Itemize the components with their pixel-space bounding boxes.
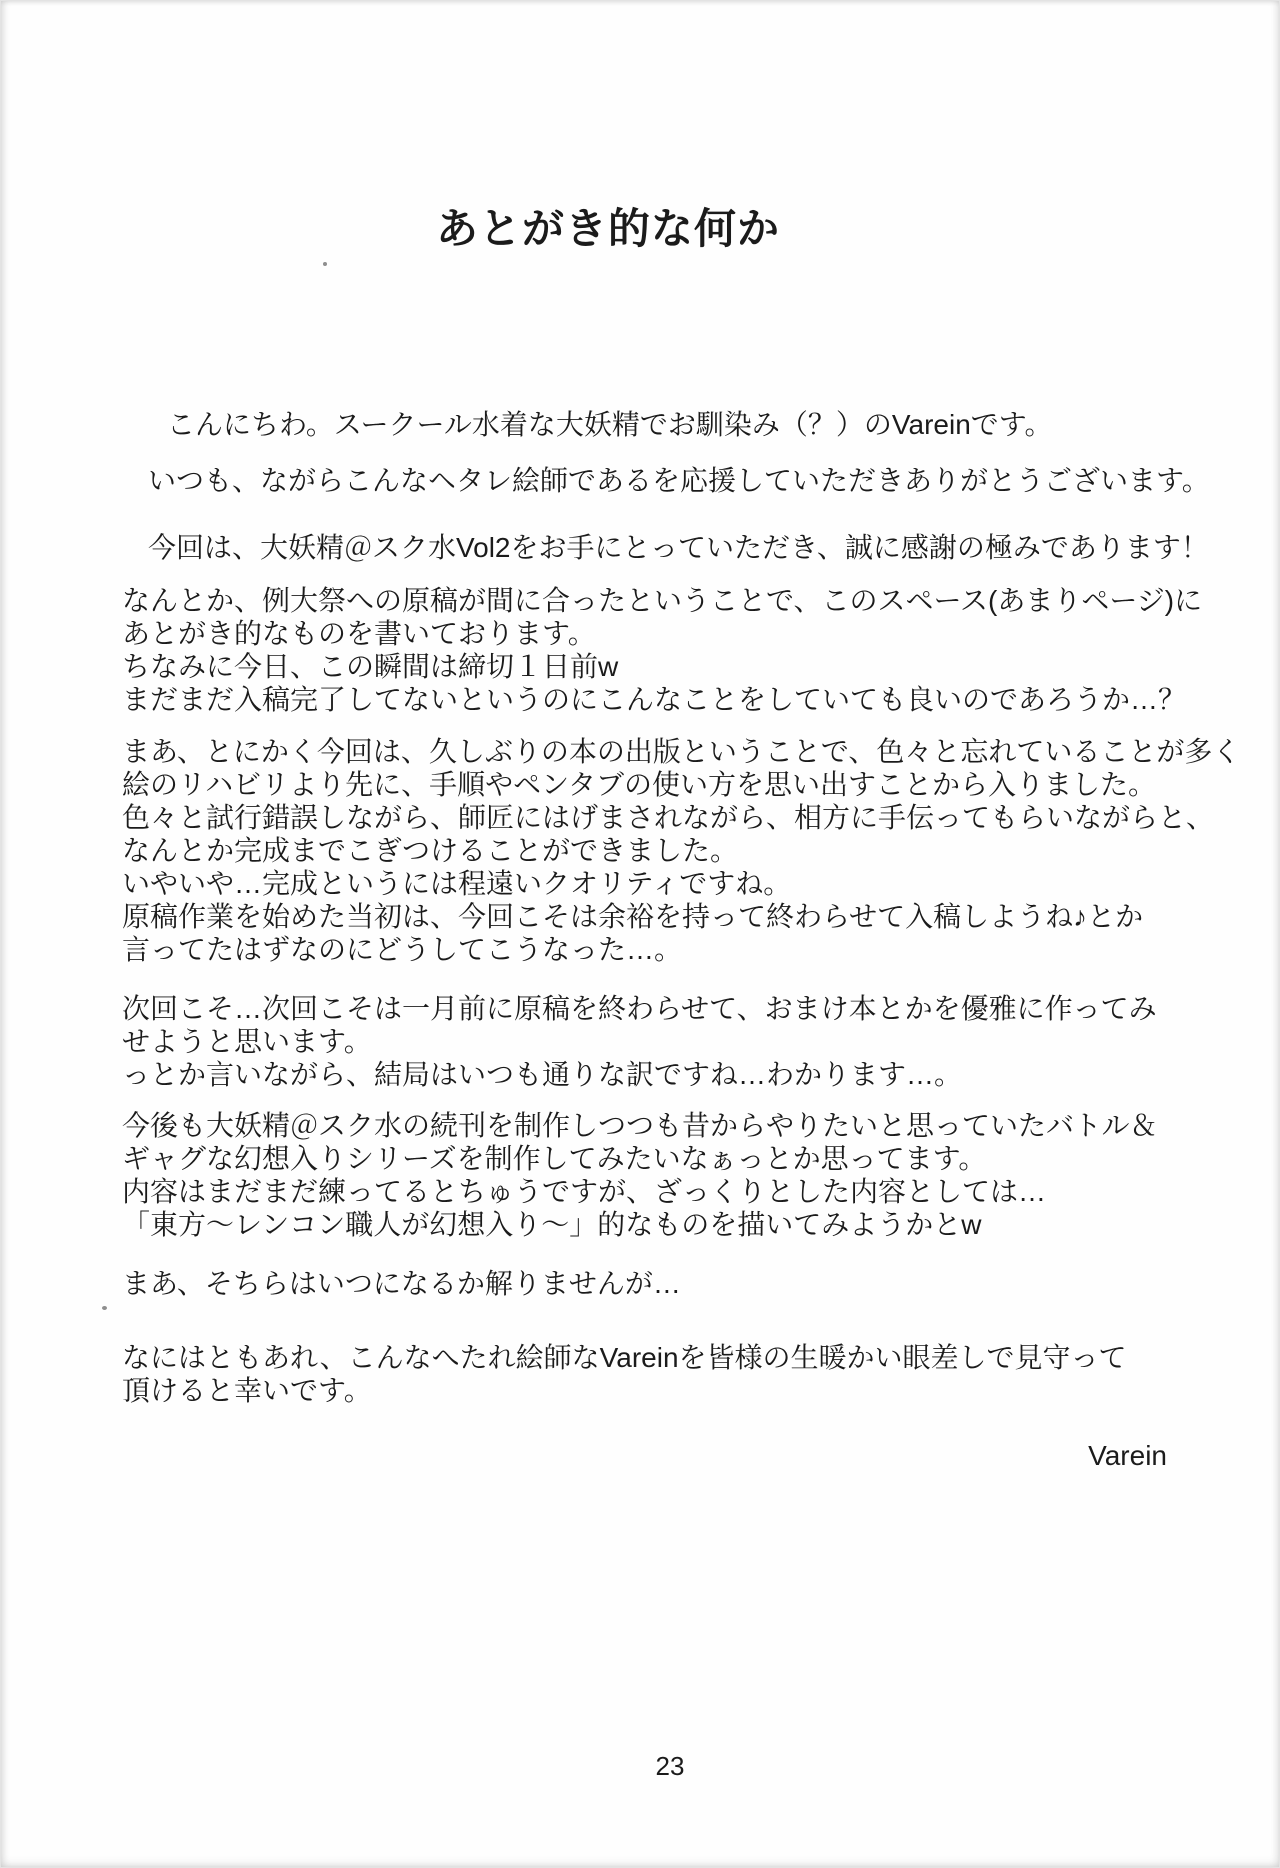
text-line: まあ、とにかく今回は、久しぶりの本の出版ということで、色々と忘れていることが多く: [122, 736, 1241, 767]
text-line: まあ、そちらはいつになるか解りませんが…: [122, 1268, 681, 1299]
paragraph: [122, 1341, 1222, 1407]
paragraph: [122, 584, 1222, 716]
paragraph: [122, 992, 1222, 1091]
paragraph: [122, 531, 1222, 564]
text-line: あとがき的なものを書いております。: [122, 618, 596, 649]
paragraph: [122, 464, 1222, 497]
text-line: ちなみに今日、この瞬間は締切１日前w: [122, 651, 619, 682]
text-line: 言ってたはずなのにどうしてこうなった…。: [122, 934, 683, 965]
scan-speck: [323, 262, 327, 266]
text-line: 絵のリハビリより先に、手順やペンタブの使い方を思い出すことから入りました。: [122, 769, 1157, 800]
afterword-body: [122, 408, 1241, 1472]
text-line: 今後も大妖精＠スク水の続刊を制作しつつも昔からやりたいと思っていたバトル＆: [122, 1110, 1158, 1141]
text-line: 今回は、大妖精＠スク水Vol2をお手にとっていただき、誠に感謝の極みであります！: [148, 532, 1209, 563]
text-line: こんにちわ。スークール水着な大妖精でお馴染み（？）のVareinです。: [167, 409, 1053, 440]
text-line: なにはともあれ、こんなへたれ絵師なVareinを皆様の生暖かい眼差しで見守って: [122, 1342, 1127, 1373]
text-line: せようと思います。: [122, 1026, 372, 1057]
text-line: なんとか完成までこぎつけることができました。: [122, 835, 739, 866]
text-line: 色々と試行錯誤しながら、師匠にはげまされながら、相方に手伝ってもらいながらと、: [122, 802, 1215, 833]
author-signature: Varein: [1088, 1440, 1167, 1471]
paragraph: [122, 408, 1222, 441]
text-line: いつも、ながらこんなヘタレ絵師であるを応援していただきありがとうございます。: [148, 465, 1210, 496]
text-line: 原稿作業を始めた当初は、今回こそは余裕を持って終わらせて入稿しようね♪とか: [122, 901, 1144, 932]
scan-speck: [102, 1306, 107, 1310]
text-line: なんとか、例大祭への原稿が間に合ったということで、このスペース(あまりページ)に: [122, 585, 1203, 616]
text-line: まだまだ入稿完了してないというのにこんなことをしていても良いのであろうか…？: [122, 684, 1187, 715]
paragraph: [122, 735, 1241, 966]
paragraph: [122, 1109, 1222, 1241]
text-line: っとか言いながら、結局はいつも通りな訳ですね…わかります…。: [122, 1059, 963, 1090]
page-number: 23: [655, 1751, 685, 1781]
text-line: ギャグな幻想入りシリーズを制作してみたいなぁっとか思ってます。: [122, 1143, 987, 1174]
text-line: いやいや…完成というには程遠いクオリティですね。: [122, 868, 792, 899]
text-line: 内容はまだまだ練ってるとちゅうですが、ざっくりとした内容としては…: [122, 1176, 1047, 1207]
text-line: 「東方～レンコン職人が幻想入り～」的なものを描いてみようかとw: [122, 1209, 982, 1240]
page-title: あとがき的な何か: [435, 205, 780, 252]
paragraph: [122, 1267, 1222, 1300]
text-line: 頂けると幸いです。: [122, 1375, 372, 1406]
text-line: 次回こそ…次回こそは一月前に原稿を終わらせて、おまけ本とかを優雅に作ってみ: [122, 993, 1157, 1024]
